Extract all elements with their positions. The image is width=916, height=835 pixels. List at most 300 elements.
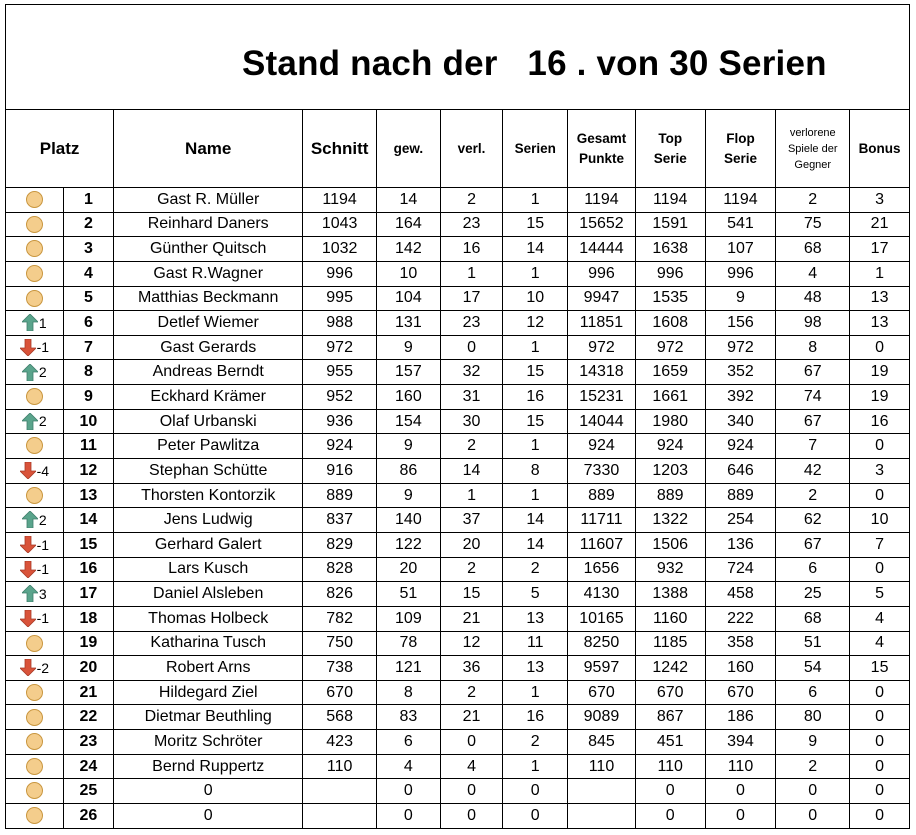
flop-cell: 724: [705, 557, 776, 582]
unchanged-circle-icon: [26, 635, 43, 652]
top-cell: 1160: [635, 606, 705, 631]
header-verl-line1: verlorene: [789, 126, 836, 139]
unchanged-circle-icon: [26, 782, 43, 799]
verl-cell: 37: [440, 508, 503, 533]
bonus-cell: 0: [850, 483, 910, 508]
top-cell: 932: [635, 557, 705, 582]
serien-cell: 11: [503, 631, 568, 656]
top-cell: 1322: [635, 508, 705, 533]
gew-cell: 9: [377, 483, 441, 508]
arrow-up-icon: [22, 364, 38, 381]
flop-cell: 0: [705, 779, 776, 804]
top-cell: 972: [635, 335, 705, 360]
rank-change: 2: [38, 511, 47, 528]
flop-cell: 358: [705, 631, 776, 656]
name-cell: Stephan Schütte: [114, 459, 303, 484]
bonus-cell: 4: [850, 606, 910, 631]
serien-cell: 0: [503, 804, 568, 829]
schnitt-cell: 995: [303, 286, 377, 311]
table-row: [6, 730, 910, 755]
schnitt-cell: 952: [303, 385, 377, 410]
vsg-cell: 2: [776, 188, 850, 213]
bonus-cell: 0: [850, 680, 910, 705]
verl-cell: 12: [440, 631, 503, 656]
header-verl-line3: Gegner: [794, 158, 832, 171]
table-row: [6, 754, 910, 779]
verl-cell: 31: [440, 385, 503, 410]
schnitt-cell: 924: [303, 434, 377, 459]
gew-cell: 78: [377, 631, 441, 656]
flop-cell: 541: [705, 212, 776, 237]
header-serien: Serien: [503, 110, 568, 188]
unchanged-circle-icon: [26, 388, 43, 405]
vsg-cell: 6: [776, 557, 850, 582]
trend-cell: [6, 557, 64, 582]
schnitt-cell: 916: [303, 459, 377, 484]
vsg-cell: 74: [776, 385, 850, 410]
header-flop-serie: [705, 110, 776, 188]
trend-cell: [6, 311, 64, 336]
gew-cell: 0: [377, 779, 441, 804]
serien-cell: 5: [503, 582, 568, 607]
vsg-cell: 42: [776, 459, 850, 484]
arrow-down-icon: [20, 610, 36, 627]
gesamt-cell: 14444: [568, 237, 636, 262]
flop-cell: 670: [705, 680, 776, 705]
vsg-cell: 68: [776, 237, 850, 262]
table-row: [6, 311, 910, 336]
table-row: [6, 631, 910, 656]
gew-cell: 4: [377, 754, 441, 779]
table-row: [6, 212, 910, 237]
top-cell: 1608: [635, 311, 705, 336]
top-cell: 1388: [635, 582, 705, 607]
verl-cell: 2: [440, 680, 503, 705]
vsg-cell: 75: [776, 212, 850, 237]
gesamt-cell: 14318: [568, 360, 636, 385]
table-row: [6, 360, 910, 385]
flop-cell: 160: [705, 656, 776, 681]
bonus-cell: 0: [850, 335, 910, 360]
name-cell: Hildegard Ziel: [114, 680, 303, 705]
top-cell: 0: [635, 804, 705, 829]
gesamt-cell: 1656: [568, 557, 636, 582]
unchanged-circle-icon: [26, 709, 43, 726]
table-row: [6, 459, 910, 484]
gew-cell: 9: [377, 335, 441, 360]
rank-cell: 25: [63, 779, 114, 804]
verl-cell: 16: [440, 237, 503, 262]
vsg-cell: 2: [776, 483, 850, 508]
arrow-down-icon: [20, 462, 36, 479]
verl-cell: 21: [440, 705, 503, 730]
gew-cell: 83: [377, 705, 441, 730]
standings-table: [5, 4, 910, 829]
header-top-line2: Serie: [653, 150, 687, 166]
verl-cell: 21: [440, 606, 503, 631]
bonus-cell: 0: [850, 557, 910, 582]
gew-cell: 10: [377, 261, 441, 286]
serien-cell: 14: [503, 237, 568, 262]
name-cell: Gast R.Wagner: [114, 261, 303, 286]
verl-cell: 2: [440, 557, 503, 582]
serien-cell: 2: [503, 730, 568, 755]
gew-cell: 14: [377, 188, 441, 213]
unchanged-circle-icon: [26, 807, 43, 824]
rank-change: 1: [38, 314, 47, 331]
rank-change: -1: [36, 561, 50, 578]
arrow-down-icon: [20, 536, 36, 553]
name-cell: 0: [114, 779, 303, 804]
verl-cell: 1: [440, 483, 503, 508]
vsg-cell: 9: [776, 730, 850, 755]
rank-change: -4: [36, 462, 50, 479]
unchanged-circle-icon: [26, 437, 43, 454]
verl-cell: 17: [440, 286, 503, 311]
rank-cell: 12: [63, 459, 114, 484]
trend-cell: [6, 656, 64, 681]
verl-cell: 0: [440, 779, 503, 804]
trend-cell: [6, 237, 64, 262]
vsg-cell: 0: [776, 804, 850, 829]
gesamt-cell: 11851: [568, 311, 636, 336]
header-schnitt: Schnitt: [303, 110, 377, 188]
bonus-cell: 0: [850, 434, 910, 459]
bonus-cell: 7: [850, 532, 910, 557]
top-cell: 1661: [635, 385, 705, 410]
unchanged-circle-icon: [26, 216, 43, 233]
vsg-cell: 67: [776, 532, 850, 557]
gesamt-cell: 924: [568, 434, 636, 459]
rank-change: -2: [36, 659, 50, 676]
flop-cell: 222: [705, 606, 776, 631]
unchanged-circle-icon: [26, 290, 43, 307]
table-row: [6, 286, 910, 311]
vsg-cell: 68: [776, 606, 850, 631]
vsg-cell: 2: [776, 754, 850, 779]
trend-cell: [6, 754, 64, 779]
trend-cell: [6, 804, 64, 829]
header-top-serie: [635, 110, 705, 188]
rank-change: -1: [36, 339, 50, 356]
schnitt-cell: 1043: [303, 212, 377, 237]
name-cell: Matthias Beckmann: [114, 286, 303, 311]
name-cell: Eckhard Krämer: [114, 385, 303, 410]
gew-cell: 142: [377, 237, 441, 262]
trend-cell: [6, 286, 64, 311]
trend-cell: [6, 261, 64, 286]
schnitt-cell: 568: [303, 705, 377, 730]
name-cell: Detlef Wiemer: [114, 311, 303, 336]
name-cell: Günther Quitsch: [114, 237, 303, 262]
bonus-cell: 13: [850, 311, 910, 336]
verl-cell: 2: [440, 434, 503, 459]
name-cell: Katharina Tusch: [114, 631, 303, 656]
schnitt-cell: 826: [303, 582, 377, 607]
gew-cell: 20: [377, 557, 441, 582]
vsg-cell: 4: [776, 261, 850, 286]
trend-cell: [6, 730, 64, 755]
gew-cell: 0: [377, 804, 441, 829]
flop-cell: 972: [705, 335, 776, 360]
serien-cell: 16: [503, 705, 568, 730]
gesamt-cell: 15231: [568, 385, 636, 410]
header-bonus: Bonus: [850, 110, 910, 188]
arrow-down-icon: [20, 659, 36, 676]
header-flop-line1: Flop: [726, 130, 755, 146]
trend-cell: [6, 705, 64, 730]
verl-cell: 2: [440, 188, 503, 213]
serien-cell: 1: [503, 754, 568, 779]
gew-cell: 164: [377, 212, 441, 237]
verl-cell: 0: [440, 730, 503, 755]
trend-cell: [6, 508, 64, 533]
trend-cell: [6, 606, 64, 631]
schnitt-cell: 738: [303, 656, 377, 681]
trend-cell: [6, 459, 64, 484]
gesamt-cell: 972: [568, 335, 636, 360]
arrow-up-icon: [22, 585, 38, 602]
bonus-cell: 13: [850, 286, 910, 311]
trend-cell: [6, 779, 64, 804]
table-row: [6, 705, 910, 730]
gesamt-cell: 670: [568, 680, 636, 705]
serien-cell: 1: [503, 335, 568, 360]
top-cell: 451: [635, 730, 705, 755]
arrow-up-icon: [22, 511, 38, 528]
verl-cell: 14: [440, 459, 503, 484]
name-cell: Andreas Berndt: [114, 360, 303, 385]
rank-cell: 7: [63, 335, 114, 360]
serien-cell: 1: [503, 434, 568, 459]
rank-cell: 13: [63, 483, 114, 508]
top-cell: 1535: [635, 286, 705, 311]
gesamt-cell: 7330: [568, 459, 636, 484]
top-cell: 0: [635, 779, 705, 804]
bonus-cell: 1: [850, 261, 910, 286]
schnitt-cell: 996: [303, 261, 377, 286]
flop-cell: 340: [705, 409, 776, 434]
header-flop-line2: Serie: [723, 150, 757, 166]
verl-cell: 15: [440, 582, 503, 607]
schnitt-cell: 972: [303, 335, 377, 360]
trend-cell: [6, 409, 64, 434]
top-cell: 1506: [635, 532, 705, 557]
trend-cell: [6, 335, 64, 360]
rank-cell: 21: [63, 680, 114, 705]
gew-cell: 9: [377, 434, 441, 459]
name-cell: Thorsten Kontorzik: [114, 483, 303, 508]
flop-cell: 110: [705, 754, 776, 779]
name-cell: Peter Pawlitza: [114, 434, 303, 459]
gesamt-cell: 996: [568, 261, 636, 286]
top-cell: 1980: [635, 409, 705, 434]
verl-cell: 20: [440, 532, 503, 557]
gew-cell: 154: [377, 409, 441, 434]
flop-cell: 9: [705, 286, 776, 311]
arrow-up-icon: [22, 413, 38, 430]
schnitt-cell: 829: [303, 532, 377, 557]
vsg-cell: 25: [776, 582, 850, 607]
rank-cell: 23: [63, 730, 114, 755]
bonus-cell: 21: [850, 212, 910, 237]
serien-cell: 15: [503, 360, 568, 385]
table-row: [6, 335, 910, 360]
vsg-cell: 7: [776, 434, 850, 459]
unchanged-circle-icon: [26, 758, 43, 775]
table-row: [6, 409, 910, 434]
schnitt-cell: 110: [303, 754, 377, 779]
schnitt-cell: 889: [303, 483, 377, 508]
name-cell: 0: [114, 804, 303, 829]
page-title: Stand nach der 16 . von 30 Serien: [242, 44, 827, 83]
top-cell: 1185: [635, 631, 705, 656]
rank-cell: 9: [63, 385, 114, 410]
rank-cell: 2: [63, 212, 114, 237]
vsg-cell: 54: [776, 656, 850, 681]
table-row: [6, 582, 910, 607]
top-cell: 996: [635, 261, 705, 286]
name-cell: Reinhard Daners: [114, 212, 303, 237]
bonus-cell: 4: [850, 631, 910, 656]
name-cell: Daniel Alsleben: [114, 582, 303, 607]
name-cell: Thomas Holbeck: [114, 606, 303, 631]
trend-cell: [6, 631, 64, 656]
gew-cell: 6: [377, 730, 441, 755]
trend-cell: [6, 532, 64, 557]
rank-cell: 16: [63, 557, 114, 582]
vsg-cell: 67: [776, 409, 850, 434]
bonus-cell: 0: [850, 804, 910, 829]
rank-change: 2: [38, 364, 47, 381]
gesamt-cell: 9947: [568, 286, 636, 311]
top-cell: 1591: [635, 212, 705, 237]
flop-cell: 0: [705, 804, 776, 829]
gesamt-cell: 8250: [568, 631, 636, 656]
top-cell: 867: [635, 705, 705, 730]
gew-cell: 160: [377, 385, 441, 410]
gew-cell: 51: [377, 582, 441, 607]
schnitt-cell: 955: [303, 360, 377, 385]
rank-cell: 22: [63, 705, 114, 730]
bonus-cell: 0: [850, 730, 910, 755]
schnitt-cell: 670: [303, 680, 377, 705]
unchanged-circle-icon: [26, 733, 43, 750]
header-name: Name: [114, 110, 303, 188]
vsg-cell: 51: [776, 631, 850, 656]
serien-cell: 1: [503, 188, 568, 213]
flop-cell: 646: [705, 459, 776, 484]
gew-cell: 121: [377, 656, 441, 681]
flop-cell: 996: [705, 261, 776, 286]
header-gesamt-punkte: [568, 110, 636, 188]
bonus-cell: 16: [850, 409, 910, 434]
vsg-cell: 80: [776, 705, 850, 730]
bonus-cell: 3: [850, 459, 910, 484]
rank-cell: 8: [63, 360, 114, 385]
serien-cell: 8: [503, 459, 568, 484]
rank-cell: 15: [63, 532, 114, 557]
name-cell: Jens Ludwig: [114, 508, 303, 533]
verl-cell: 23: [440, 311, 503, 336]
rank-cell: 3: [63, 237, 114, 262]
vsg-cell: 6: [776, 680, 850, 705]
gesamt-cell: [568, 779, 636, 804]
bonus-cell: 3: [850, 188, 910, 213]
title-row: [6, 5, 910, 110]
flop-cell: 392: [705, 385, 776, 410]
verl-cell: 4: [440, 754, 503, 779]
table-row: [6, 188, 910, 213]
gesamt-cell: 14044: [568, 409, 636, 434]
gesamt-cell: 11607: [568, 532, 636, 557]
unchanged-circle-icon: [26, 191, 43, 208]
header-gesamt-line2: Punkte: [578, 150, 624, 166]
rank-cell: 4: [63, 261, 114, 286]
serien-cell: 0: [503, 779, 568, 804]
trend-cell: [6, 582, 64, 607]
gesamt-cell: [568, 804, 636, 829]
arrow-up-icon: [22, 314, 38, 331]
serien-cell: 10: [503, 286, 568, 311]
rank-cell: 24: [63, 754, 114, 779]
schnitt-cell: 423: [303, 730, 377, 755]
flop-cell: 107: [705, 237, 776, 262]
flop-cell: 889: [705, 483, 776, 508]
gesamt-cell: 10165: [568, 606, 636, 631]
header-gesamt-line1: Gesamt: [576, 130, 627, 146]
gesamt-cell: 889: [568, 483, 636, 508]
schnitt-cell: 936: [303, 409, 377, 434]
table-row: [6, 483, 910, 508]
top-cell: 1203: [635, 459, 705, 484]
flop-cell: 136: [705, 532, 776, 557]
serien-cell: 1: [503, 680, 568, 705]
header-platz: Platz: [6, 110, 114, 188]
table-row: [6, 804, 910, 829]
trend-cell: [6, 483, 64, 508]
top-cell: 1242: [635, 656, 705, 681]
verl-cell: 30: [440, 409, 503, 434]
gesamt-cell: 1194: [568, 188, 636, 213]
header-top-line1: Top: [658, 130, 683, 146]
verl-cell: 23: [440, 212, 503, 237]
bonus-cell: 19: [850, 385, 910, 410]
serien-cell: 16: [503, 385, 568, 410]
flop-cell: 254: [705, 508, 776, 533]
rank-cell: 17: [63, 582, 114, 607]
name-cell: Robert Arns: [114, 656, 303, 681]
name-cell: Gast R. Müller: [114, 188, 303, 213]
bonus-cell: 10: [850, 508, 910, 533]
bonus-cell: 5: [850, 582, 910, 607]
rank-cell: 14: [63, 508, 114, 533]
gew-cell: 8: [377, 680, 441, 705]
name-cell: Olaf Urbanski: [114, 409, 303, 434]
schnitt-cell: 837: [303, 508, 377, 533]
serien-cell: 1: [503, 483, 568, 508]
rank-cell: 11: [63, 434, 114, 459]
verl-cell: 0: [440, 335, 503, 360]
header-verlorene-spiele: [776, 110, 850, 188]
rank-change: -1: [36, 610, 50, 627]
rank-cell: 18: [63, 606, 114, 631]
table-row: [6, 532, 910, 557]
serien-cell: 14: [503, 532, 568, 557]
trend-cell: [6, 188, 64, 213]
top-cell: 670: [635, 680, 705, 705]
serien-cell: 15: [503, 212, 568, 237]
